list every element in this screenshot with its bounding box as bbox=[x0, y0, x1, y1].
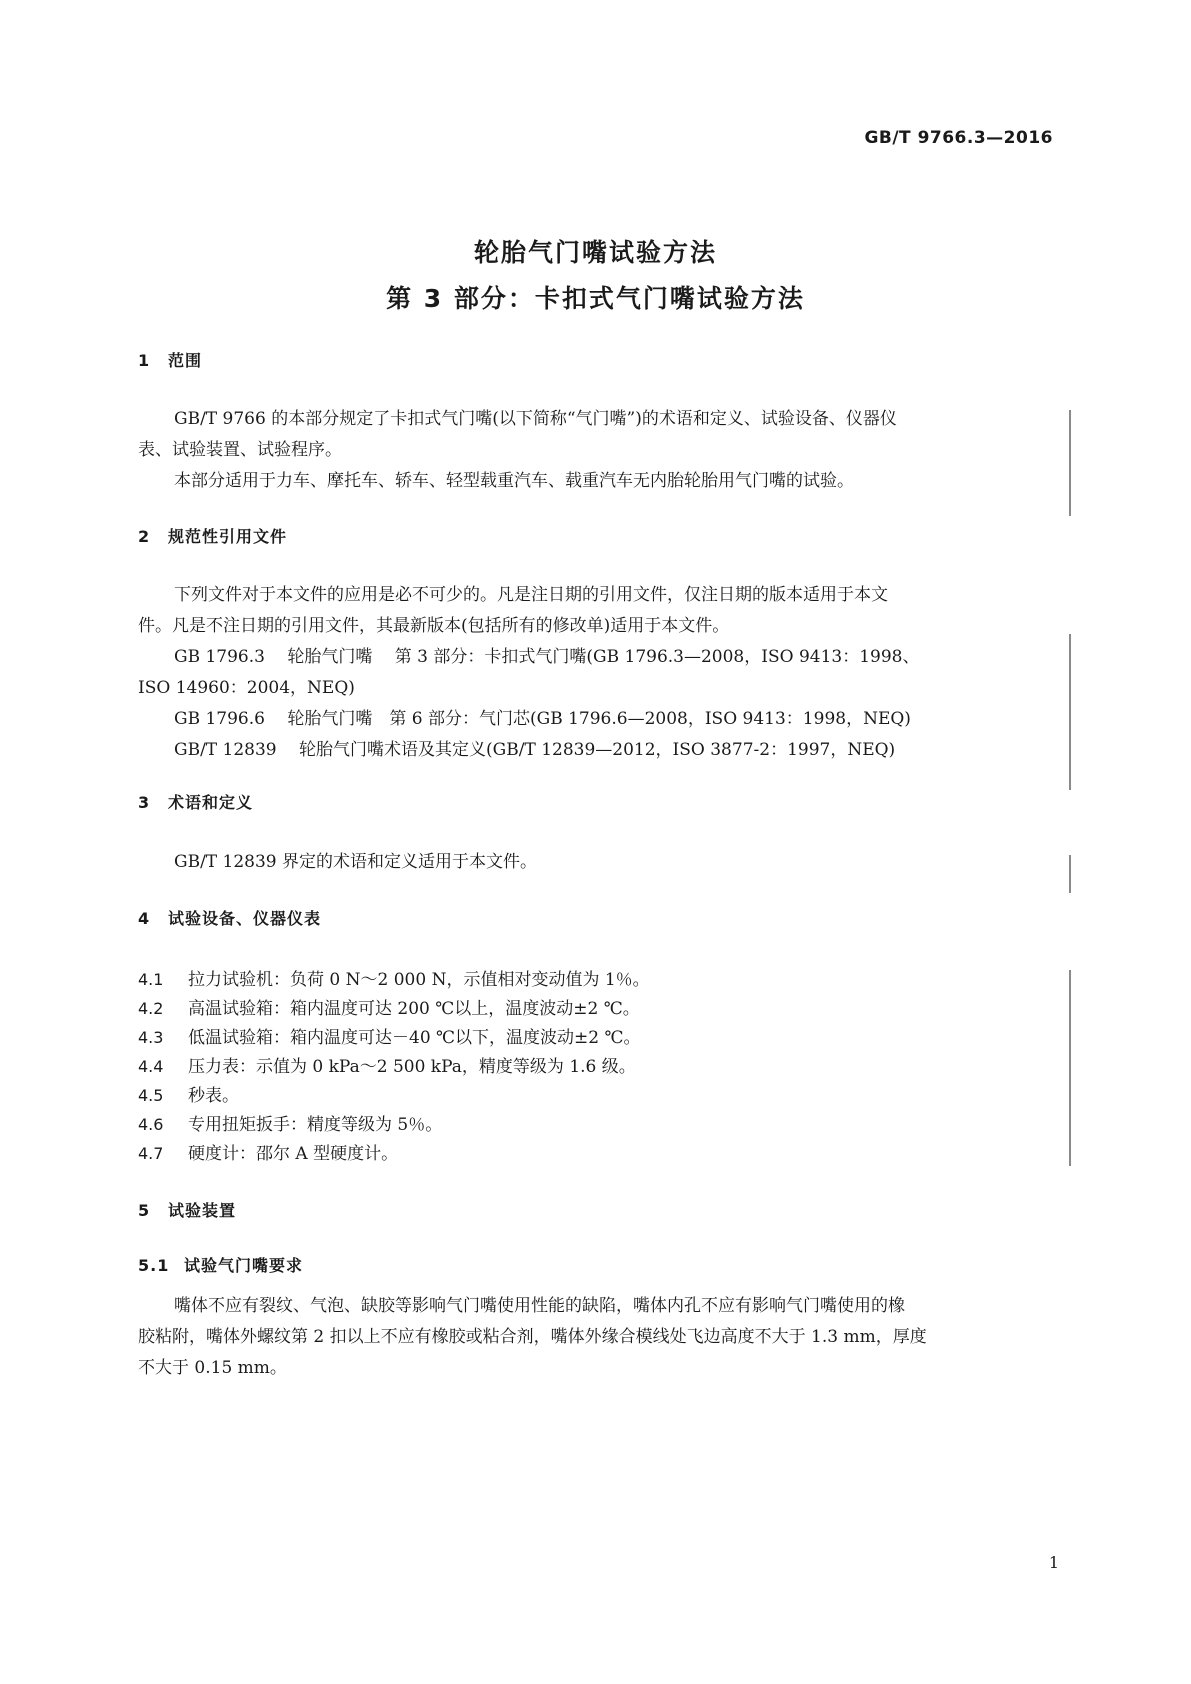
section-title: 范围 bbox=[168, 351, 203, 370]
paragraph-line: 表、试验装置、试验程序。 bbox=[138, 440, 342, 460]
section-heading-test-equipment bbox=[138, 906, 321, 929]
equipment-item bbox=[138, 965, 650, 990]
subsection-title: 试验气门嘴要求 bbox=[184, 1256, 304, 1275]
item-text: 硬度计：邵尔 A 型硬度计。 bbox=[188, 1144, 399, 1164]
paragraph-line: 件。凡是不注日期的引用文件，其最新版本(包括所有的修改单)适用于本文件。 bbox=[138, 616, 730, 636]
paragraph-line: 不大于 0.15 mm。 bbox=[138, 1358, 287, 1378]
section-title: 术语和定义 bbox=[168, 793, 254, 812]
margin-change-bar bbox=[1069, 634, 1071, 790]
section-heading-terms-definitions bbox=[138, 790, 253, 813]
margin-change-bar bbox=[1069, 410, 1071, 516]
item-text: 高温试验箱：箱内温度可达 200 ℃以上，温度波动±2 ℃。 bbox=[188, 999, 640, 1019]
equipment-item bbox=[138, 1023, 641, 1048]
item-text: 压力表：示值为 0 kPa～2 500 kPa，精度等级为 1.6 级。 bbox=[188, 1057, 636, 1077]
item-text: 秒表。 bbox=[188, 1086, 239, 1106]
section-number: 3 bbox=[138, 793, 151, 812]
reference-entry-continuation: ISO 14960：2004，NEQ) bbox=[138, 678, 355, 698]
subsection-heading-test-valve-requirements bbox=[138, 1253, 303, 1276]
section-heading-scope bbox=[138, 348, 202, 371]
equipment-item bbox=[138, 1052, 636, 1077]
paragraph-line: 嘴体不应有裂纹、气泡、缺胶等影响气门嘴使用性能的缺陷，嘴体内孔不应有影响气门嘴使用的橡 bbox=[174, 1296, 905, 1316]
paragraph-line: 下列文件对于本文件的应用是必不可少的。凡是注日期的引用文件，仅注日期的版本适用于本文 bbox=[174, 585, 888, 605]
section-heading-test-apparatus bbox=[138, 1198, 236, 1221]
document-title: 轮胎气门嘴试验方法 bbox=[473, 238, 717, 267]
section-title: 试验装置 bbox=[168, 1201, 237, 1220]
item-text: 专用扭矩扳手：精度等级为 5％。 bbox=[188, 1115, 443, 1135]
margin-change-bar bbox=[1069, 855, 1071, 893]
equipment-item bbox=[138, 1139, 398, 1164]
section-title: 试验设备、仪器仪表 bbox=[168, 909, 322, 928]
page-number: 1 bbox=[1048, 1553, 1059, 1572]
reference-entry: GB 1796.3 轮胎气门嘴 第 3 部分：卡扣式气门嘴(GB 1796.3—2008，ISO 9413：1998、 bbox=[174, 647, 920, 667]
equipment-item bbox=[138, 1081, 239, 1106]
standard-number: GB/T 9766.3—2016 bbox=[864, 128, 1053, 148]
item-number: 4.1 bbox=[138, 970, 164, 989]
item-number: 4.4 bbox=[138, 1057, 164, 1076]
section-heading-normative-references bbox=[138, 524, 287, 547]
item-number: 4.2 bbox=[138, 999, 164, 1018]
paragraph-line: GB/T 9766 的本部分规定了卡扣式气门嘴(以下简称“气门嘴”)的术语和定义、试验设备、仪器仪 bbox=[174, 409, 897, 429]
item-number: 4.5 bbox=[138, 1086, 164, 1105]
document-subtitle: 第 3 部分：卡扣式气门嘴试验方法 bbox=[386, 284, 805, 313]
paragraph-line: 本部分适用于力车、摩托车、轿车、轻型载重汽车、载重汽车无内胎轮胎用气门嘴的试验。 bbox=[174, 471, 854, 491]
paragraph-line: GB/T 12839 界定的术语和定义适用于本文件。 bbox=[174, 852, 538, 872]
item-number: 4.3 bbox=[138, 1028, 164, 1047]
equipment-item bbox=[138, 994, 640, 1019]
equipment-item bbox=[138, 1110, 442, 1135]
item-text: 低温试验箱：箱内温度可达－40 ℃以下，温度波动±2 ℃。 bbox=[188, 1028, 641, 1048]
section-title: 规范性引用文件 bbox=[168, 527, 288, 546]
section-number: 2 bbox=[138, 527, 151, 546]
subsection-number: 5.1 bbox=[138, 1256, 170, 1275]
item-text: 拉力试验机：负荷 0 N～2 000 N，示值相对变动值为 1％。 bbox=[188, 970, 650, 990]
item-number: 4.7 bbox=[138, 1144, 164, 1163]
section-number: 4 bbox=[138, 909, 151, 928]
reference-entry: GB/T 12839 轮胎气门嘴术语及其定义(GB/T 12839—2012，ISO 3877-2：1997，NEQ) bbox=[174, 740, 896, 760]
paragraph-line: 胶粘附，嘴体外螺纹第 2 扣以上不应有橡胶或粘合剂，嘴体外缘合模线处飞边高度不大于 1.3 mm，厚度 bbox=[138, 1327, 927, 1347]
section-number: 1 bbox=[138, 351, 151, 370]
reference-entry: GB 1796.6 轮胎气门嘴 第 6 部分：气门芯(GB 1796.6—2008，ISO 9413：1998，NEQ) bbox=[174, 709, 911, 729]
item-number: 4.6 bbox=[138, 1115, 164, 1134]
margin-change-bar bbox=[1069, 970, 1071, 1166]
section-number: 5 bbox=[138, 1201, 151, 1220]
